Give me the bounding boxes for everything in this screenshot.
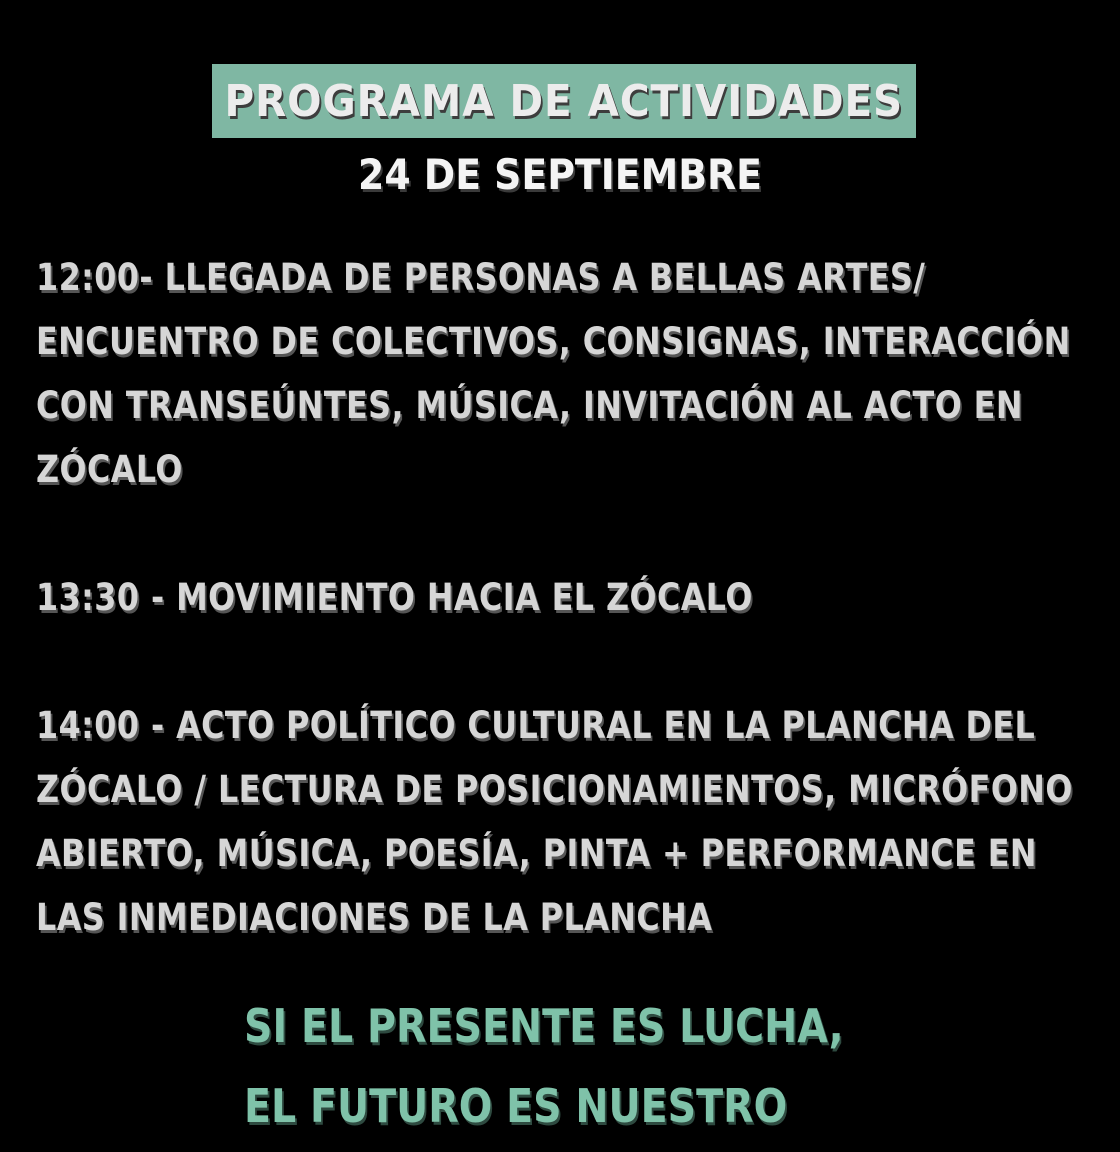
schedule-line: 14:00 - ACTO POLÍTICO CULTURAL EN LA PLANCHA DEL xyxy=(36,704,1036,747)
schedule-item-1330 xyxy=(36,566,1085,630)
schedule-line: ZÓCALO xyxy=(36,448,183,491)
poster-title: PROGRAMA DE ACTIVIDADES xyxy=(224,75,904,127)
schedule-item-1200 xyxy=(36,246,1085,502)
schedule-line: ENCUENTRO DE COLECTIVOS, CONSIGNAS, INTERACCIÓN xyxy=(36,320,1071,363)
schedule-line: CON TRANSEÚNTES, MÚSICA, INVITACIÓN AL ACTO EN xyxy=(36,384,1023,427)
schedule-line: 12:00- LLEGADA DE PERSONAS A BELLAS ARTES/ xyxy=(36,256,926,299)
slogan-line-1: SI EL PRESENTE ES LUCHA, xyxy=(244,999,844,1053)
title-banner xyxy=(212,64,916,138)
schedule-item-1400 xyxy=(36,694,1085,950)
schedule-line: LAS INMEDIACIONES DE LA PLANCHA xyxy=(36,896,713,939)
schedule-line: 13:30 - MOVIMIENTO HACIA EL ZÓCALO xyxy=(36,576,753,619)
schedule-line: ZÓCALO / LECTURA DE POSICIONAMIENTOS, MICRÓFONO xyxy=(36,768,1073,811)
event-date: 24 DE SEPTIEMBRE xyxy=(358,150,762,199)
schedule-line: ABIERTO, MÚSICA, POESÍA, PINTA + PERFORMANCE EN xyxy=(36,832,1037,875)
slogan-line-2: EL FUTURO ES NUESTRO xyxy=(244,1079,788,1133)
